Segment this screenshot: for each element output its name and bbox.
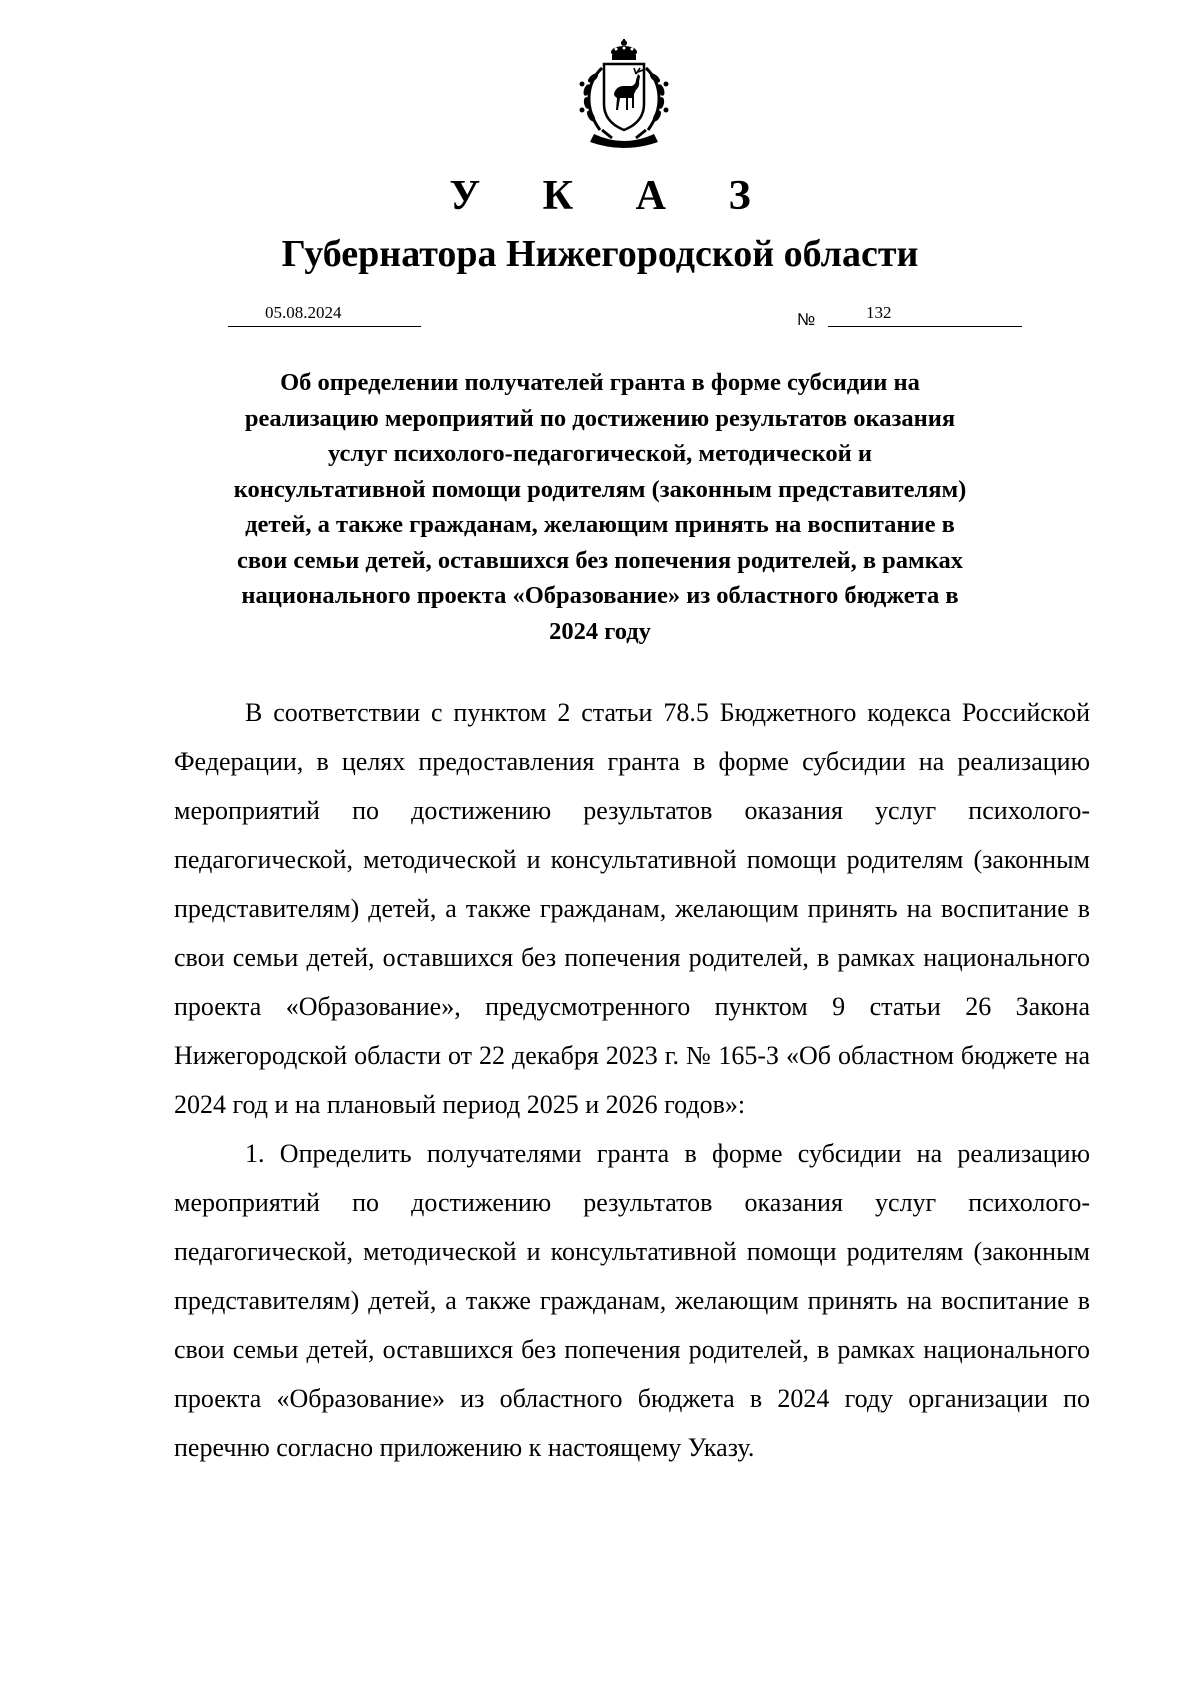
document-date: 05.08.2024 <box>265 303 342 322</box>
document-body <box>174 688 1090 1472</box>
number-underline <box>828 326 1022 327</box>
item-1-paragraph: 1. Определить получателями гранта в форме субсидии на реализацию мероприятий по достижению результатов оказания услуг психолого-педагогической, методической и консультативной помощи родителям (законным представителям) детей, а также гражданам, желающим принять на воспитание в свои семьи детей, оставшихся без попечения родителей, в рамках национального проекта «Образование» из областного бюджета в 2024 году организации по перечню согласно приложению к настоящему Указу. <box>174 1139 1090 1462</box>
document-number: 132 <box>866 303 892 322</box>
document-type-title: У К А З <box>449 173 777 219</box>
date-underline <box>228 326 421 327</box>
number-label: № <box>797 310 816 329</box>
preamble-paragraph: В соответствии с пунктом 2 статьи 78.5 Бюджетного кодекса Российской Федерации, в целях предоставления гранта в форме субсидии на реализацию мероприятий по достижению результатов оказания услуг психолого-педагогической, методической и консультативной помощи родителям (законным представителям) детей, а также гражданам, желающим принять на воспитание в свои семьи детей, оставшихся без попечения родителей, в рамках национального проекта «Образование», предусмотренного пунктом 9 статьи 26 Закона Нижегородской области от 22 декабря 2023 г. № 165-З «Об областном бюджете на 2024 год и на плановый период 2025 и 2026 годов»: <box>174 698 1090 1119</box>
issuer-title: Губернатора Нижегородской области <box>281 233 919 275</box>
coat-of-arms-icon <box>572 38 676 148</box>
document-subject: Об определении получателей гранта в форме субсидии на реализацию мероприятий по достижению результатов оказания услуг психолого-педагогической, методической и консультативной помощи родителям (законным представителям) детей, а также гражданам, желающим принять на воспитание в свои семьи детей, оставшихся без попечения родителей, в рамках национального проекта «Образование» из областного бюджета в 2024 году <box>233 369 967 645</box>
